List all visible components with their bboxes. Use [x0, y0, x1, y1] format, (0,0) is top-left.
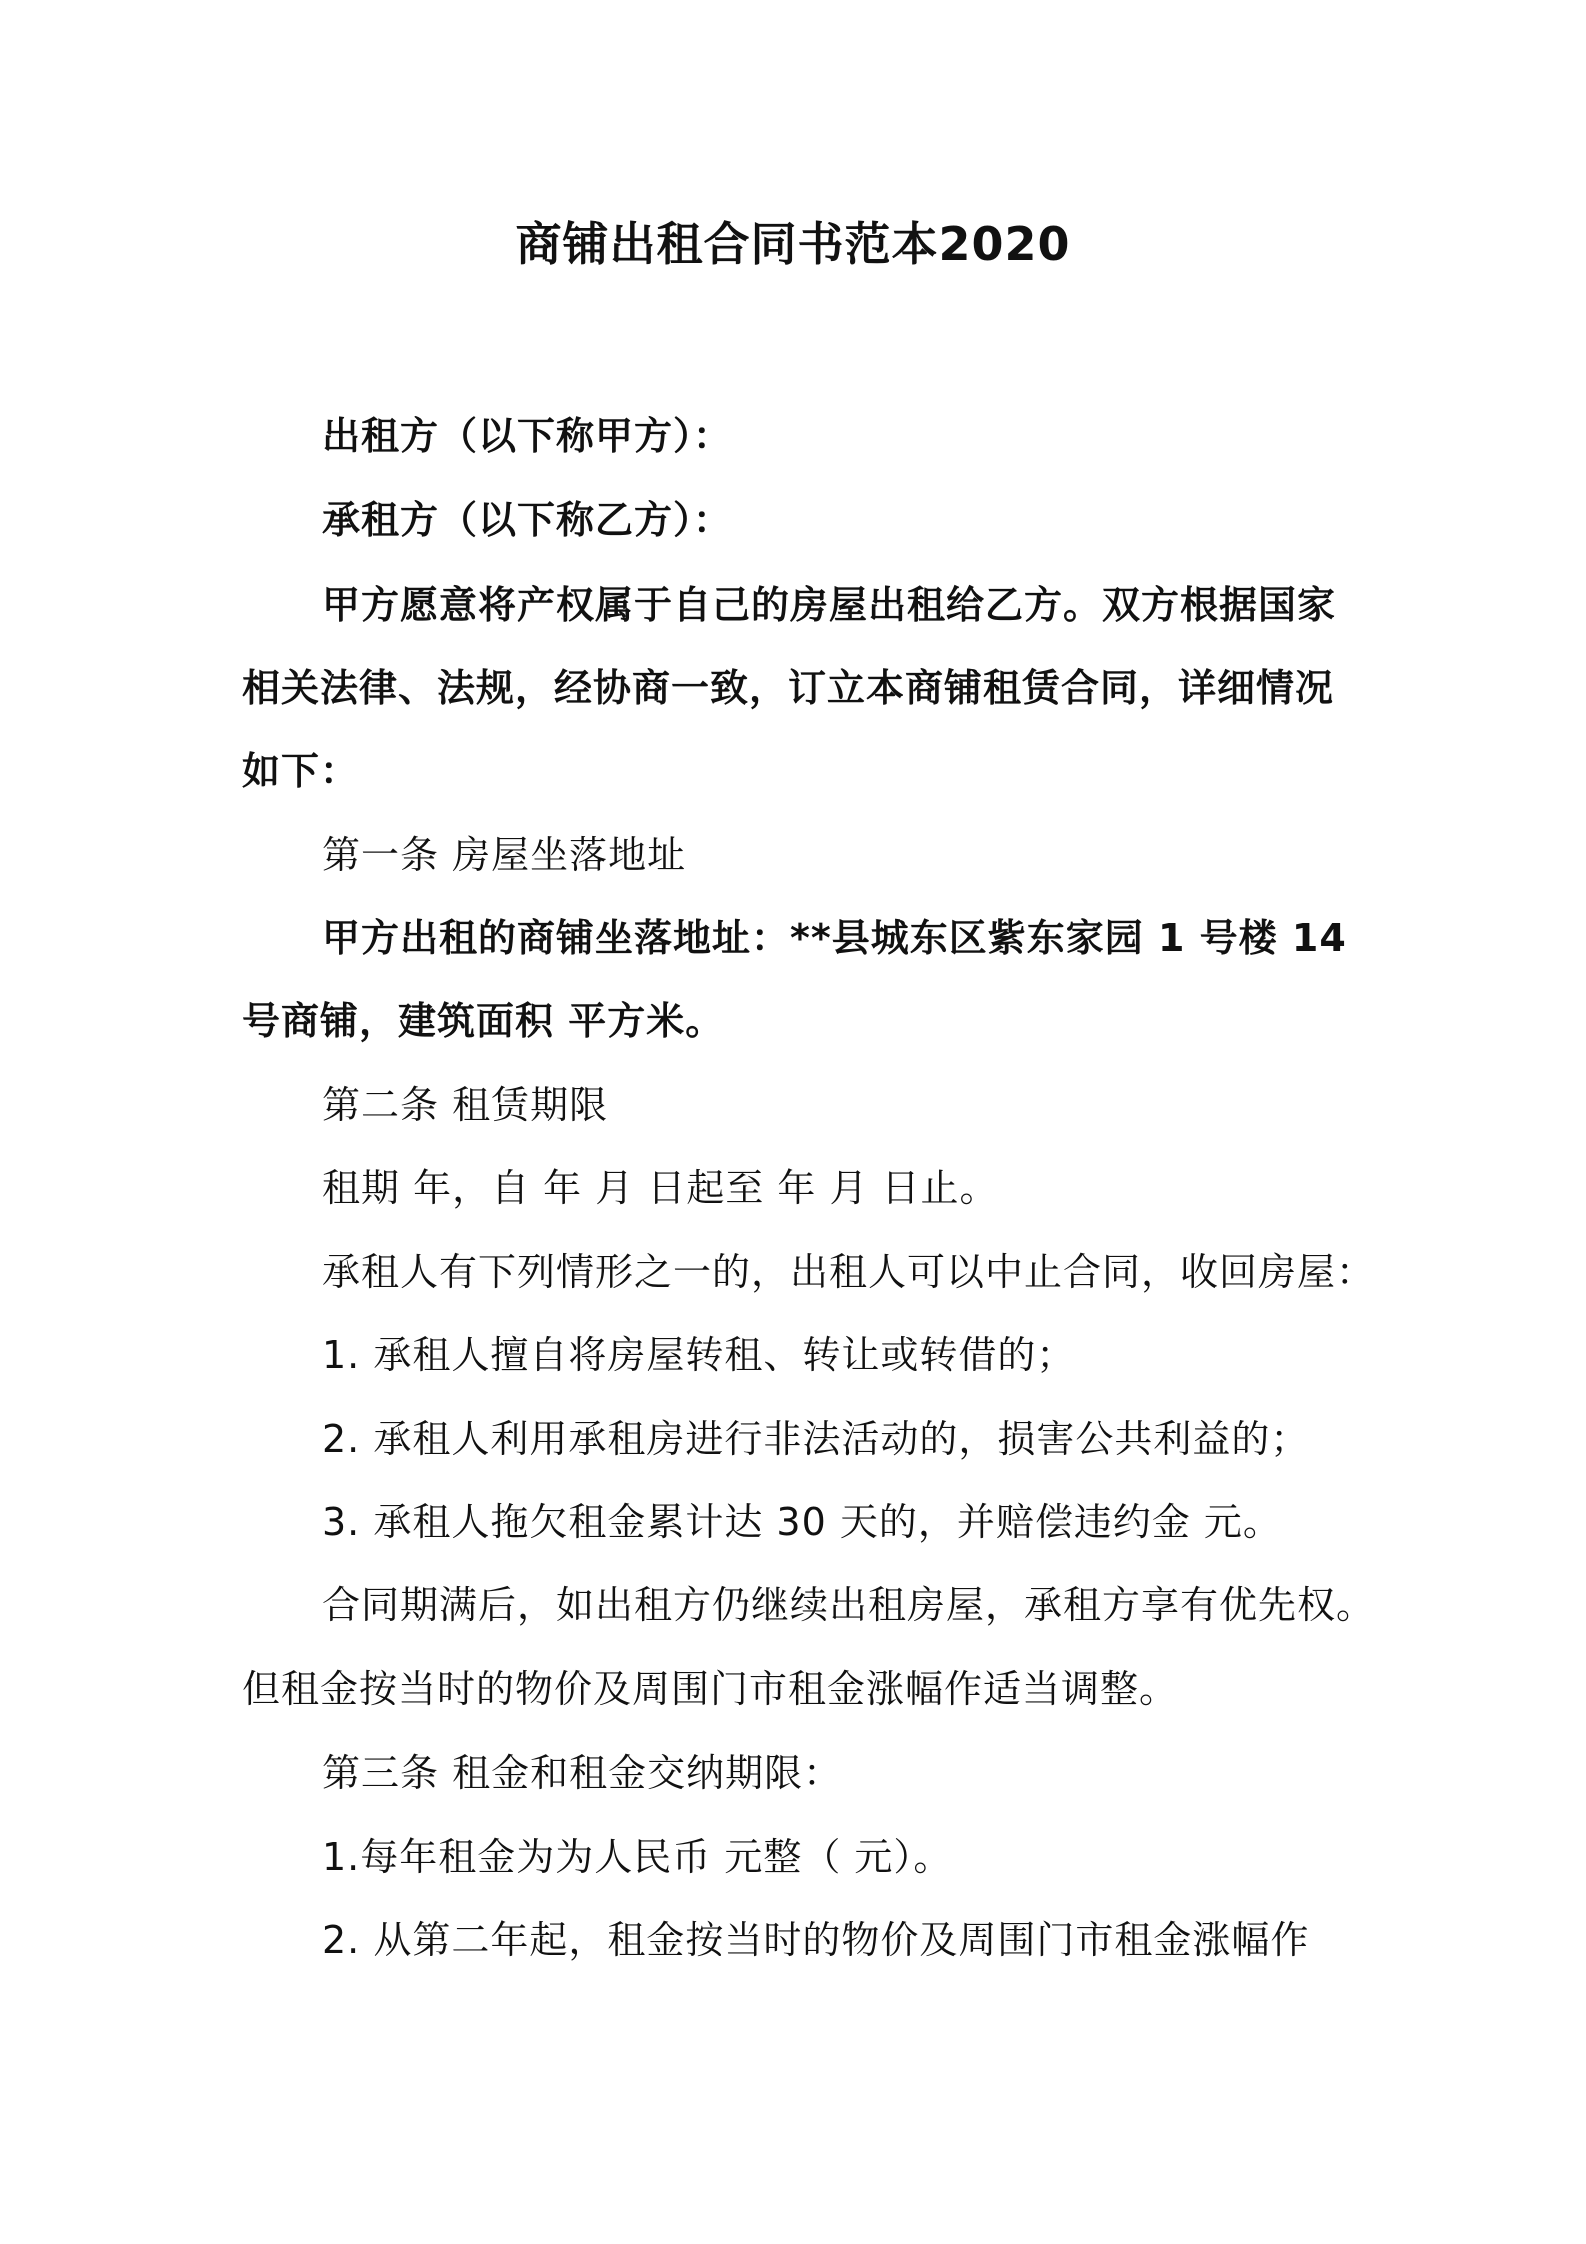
- list-item: 1.每年租金为为人民币 元整（ 元）。: [322, 1835, 953, 1879]
- list-item: 3. 承租人拖欠租金累计达 30 天的，并赔偿违约金 元。: [322, 1500, 1282, 1544]
- paragraph-line: 承租人有下列情形之一的，出租人可以中止合同，收回房屋：: [322, 1250, 1376, 1294]
- paragraph-line: 甲方出租的商铺坐落地址：**县城东区紫东家园 1 号楼 14: [322, 916, 1347, 960]
- list-item: 2. 从第二年起，租金按当时的物价及周围门市租金涨幅作: [322, 1918, 1310, 1962]
- article-3-heading: 第三条 租金和租金交纳期限：: [322, 1751, 843, 1795]
- article-1-heading: 第一条 房屋坐落地址: [322, 833, 687, 877]
- list-item: 2. 承租人利用承租房进行非法活动的，损害公共利益的；: [322, 1417, 1310, 1461]
- paragraph-line: 号商铺，建筑面积 平方米。: [242, 999, 725, 1043]
- paragraph-line: 但租金按当时的物价及周围门市租金涨幅作适当调整。: [242, 1667, 1179, 1711]
- document-title: 商铺出租合同书范本2020: [515, 217, 1071, 271]
- paragraph-line: 甲方愿意将产权属于自己的房屋出租给乙方。双方根据国家: [322, 583, 1337, 627]
- lessee-line: 承租方（以下称乙方）：: [322, 498, 733, 542]
- list-item: 1. 承租人擅自将房屋转租、转让或转借的；: [322, 1333, 1076, 1377]
- article-2-heading: 第二条 租赁期限: [322, 1083, 609, 1127]
- paragraph-line: 相关法律、法规，经协商一致，订立本商铺租赁合同，详细情况: [242, 666, 1335, 710]
- lessor-line: 出租方（以下称甲方）：: [322, 414, 733, 458]
- paragraph-line: 如下：: [242, 749, 360, 793]
- lease-term-line: 租期 年，自 年 月 日起至 年 月 日止。: [322, 1166, 999, 1210]
- paragraph-line: 合同期满后，如出租方仍继续出租房屋，承租方享有优先权。: [322, 1583, 1376, 1627]
